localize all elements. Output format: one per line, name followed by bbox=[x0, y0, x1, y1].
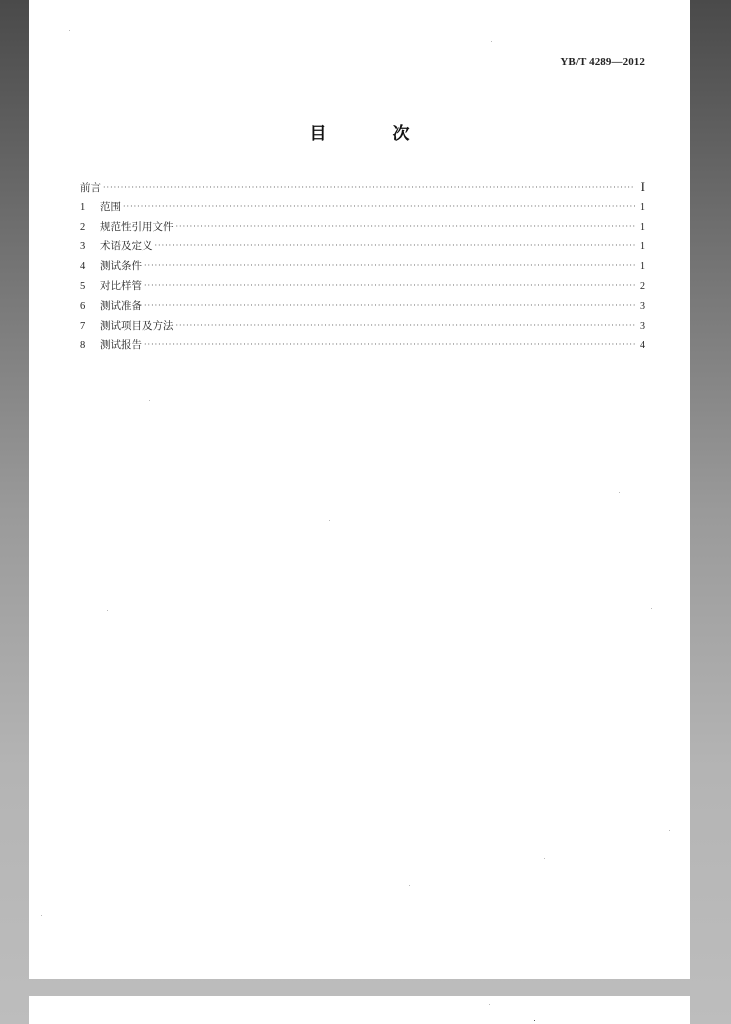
toc-entry-number: 1 bbox=[80, 201, 86, 213]
toc-entry-label: 规范性引用文件 bbox=[100, 220, 174, 233]
toc-entry-page: 1 bbox=[640, 241, 645, 253]
scan-speck bbox=[409, 885, 410, 886]
scan-speck bbox=[544, 858, 545, 859]
dot-leader bbox=[144, 340, 635, 349]
toc-entry[interactable] bbox=[80, 238, 645, 258]
dot-leader bbox=[155, 241, 636, 250]
toc-entry-number: 7 bbox=[80, 320, 86, 332]
toc-entry-page: 1 bbox=[640, 221, 645, 233]
dot-leader bbox=[123, 202, 635, 211]
scan-speck bbox=[69, 30, 70, 31]
toc-entry-number: 8 bbox=[80, 340, 86, 352]
dot-leader bbox=[176, 222, 636, 231]
toc-entry[interactable] bbox=[80, 318, 645, 338]
scan-speck bbox=[669, 830, 670, 831]
toc-entry-page: I bbox=[640, 179, 645, 194]
toc-entry-label: 对比样管 bbox=[100, 279, 142, 292]
toc-entry[interactable] bbox=[80, 199, 645, 219]
toc-entry-label: 测试准备 bbox=[100, 299, 142, 312]
scan-speck bbox=[41, 915, 42, 916]
dot-leader bbox=[103, 183, 635, 192]
toc-entry-preface[interactable] bbox=[80, 179, 645, 199]
toc-entry-page: 3 bbox=[640, 320, 645, 332]
toc-entry-number: 4 bbox=[80, 261, 86, 273]
standard-code: YB/T 4289—2012 bbox=[560, 56, 645, 68]
table-of-contents bbox=[80, 179, 645, 357]
toc-entry-number: 2 bbox=[80, 221, 86, 233]
scan-speck bbox=[149, 400, 150, 401]
toc-entry-label: 范围 bbox=[100, 200, 121, 213]
scan-speck bbox=[107, 610, 108, 611]
toc-entry-label: 术语及定义 bbox=[100, 240, 153, 253]
dot-leader bbox=[144, 261, 635, 270]
scan-speck bbox=[489, 1004, 490, 1005]
toc-entry[interactable] bbox=[80, 258, 645, 278]
toc-entry[interactable] bbox=[80, 298, 645, 318]
document-page bbox=[29, 0, 690, 979]
toc-entry-page: 3 bbox=[640, 300, 645, 312]
toc-entry-label: 测试条件 bbox=[100, 260, 142, 273]
toc-entry-number: 6 bbox=[80, 300, 86, 312]
toc-entry[interactable] bbox=[80, 278, 645, 298]
toc-entry-page: 1 bbox=[640, 261, 645, 273]
scan-speck bbox=[534, 1020, 535, 1021]
dot-leader bbox=[144, 281, 635, 290]
scan-speck bbox=[491, 41, 492, 42]
toc-entry-number: 3 bbox=[80, 241, 86, 253]
scan-speck bbox=[651, 608, 652, 609]
dot-leader bbox=[176, 321, 636, 330]
scan-speck bbox=[329, 520, 330, 521]
dot-leader bbox=[144, 301, 635, 310]
toc-entry-page: 1 bbox=[640, 201, 645, 213]
toc-entry-label: 测试项目及方法 bbox=[100, 319, 174, 332]
toc-entry-label: 测试报告 bbox=[100, 339, 142, 352]
next-document-page bbox=[29, 996, 690, 1024]
toc-entry-page: 4 bbox=[640, 340, 645, 352]
scan-speck bbox=[619, 492, 620, 493]
toc-entry-page: 2 bbox=[640, 280, 645, 292]
toc-entry-label: 前言 bbox=[80, 182, 101, 194]
toc-entry[interactable] bbox=[80, 219, 645, 239]
toc-entry-number: 5 bbox=[80, 280, 86, 292]
toc-entry[interactable] bbox=[80, 337, 645, 357]
toc-title: 目 次 bbox=[309, 124, 440, 144]
